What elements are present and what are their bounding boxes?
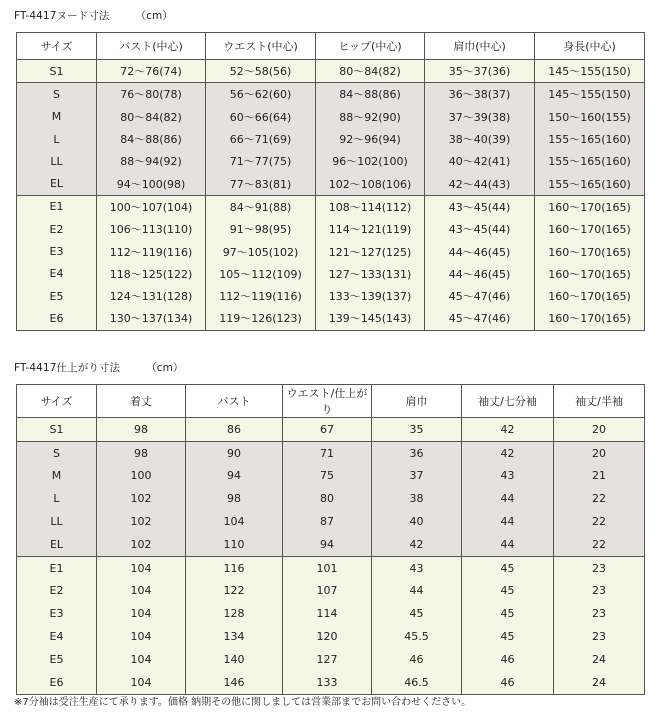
table-cell: 104 xyxy=(186,510,283,533)
table-cell: 66～71(69) xyxy=(206,128,316,150)
table-cell: 94 xyxy=(283,533,372,556)
table-cell: 44 xyxy=(462,510,554,533)
table-cell: 155～165(160) xyxy=(535,150,645,172)
table-cell: 100～107(104) xyxy=(97,195,206,218)
size-cell: E3 xyxy=(17,602,97,625)
table-row xyxy=(17,240,645,262)
table-cell: 98 xyxy=(186,487,283,510)
size-cell: S1 xyxy=(17,60,97,83)
nude-size-table xyxy=(16,32,645,331)
header-bust: バスト xyxy=(186,385,283,418)
table-row xyxy=(17,172,645,195)
table-cell: 114 xyxy=(283,602,372,625)
table-cell: 150～160(155) xyxy=(535,106,645,128)
table-cell: 105～112(109) xyxy=(206,263,316,285)
header-sleeve-short: 袖丈/半袖 xyxy=(554,385,645,418)
table-cell: 42 xyxy=(462,418,554,442)
table-cell: 75 xyxy=(283,465,372,488)
table-cell: 44～46(45) xyxy=(425,240,535,262)
table-cell: 155～165(160) xyxy=(535,128,645,150)
table-cell: 42 xyxy=(372,533,462,556)
footnote: ※7分袖は受注生産にて承ります。価格 納期その他に関しましては営業部までお問い合わせください。 xyxy=(14,697,472,708)
size-cell: E2 xyxy=(17,218,97,240)
table-cell: 155～165(160) xyxy=(535,172,645,195)
table-row xyxy=(17,648,645,671)
size-cell: S xyxy=(17,83,97,106)
size-cell: EL xyxy=(17,533,97,556)
table-cell: 45 xyxy=(462,556,554,579)
table-cell: 42 xyxy=(462,441,554,464)
table-cell: 21 xyxy=(554,465,645,488)
header-sleeve-three-quarter: 袖丈/七分袖 xyxy=(462,385,554,418)
table1-title-text: FT-4417ヌード寸法 xyxy=(14,10,110,22)
table-cell: 139～145(143) xyxy=(316,307,425,330)
table-cell: 128 xyxy=(186,602,283,625)
table-cell: 40 xyxy=(372,510,462,533)
table-cell: 104 xyxy=(97,602,186,625)
size-cell: E6 xyxy=(17,307,97,330)
size-cell: M xyxy=(17,106,97,128)
table-cell: 134 xyxy=(186,625,283,648)
table-cell: 22 xyxy=(554,533,645,556)
table-cell: 45 xyxy=(462,625,554,648)
header-shoulder: 肩巾 xyxy=(372,385,462,418)
table-cell: 102 xyxy=(97,533,186,556)
table-cell: 46.5 xyxy=(372,671,462,694)
table-cell: 160～170(165) xyxy=(535,307,645,330)
size-cell: E1 xyxy=(17,195,97,218)
table-cell: 91～98(95) xyxy=(206,218,316,240)
table-row xyxy=(17,671,645,694)
header-bust: バスト(中心) xyxy=(97,33,206,60)
size-cell: S1 xyxy=(17,418,97,442)
table-cell: 112～119(116) xyxy=(97,240,206,262)
table-cell: 104 xyxy=(97,671,186,694)
size-cell: E4 xyxy=(17,263,97,285)
header-hip: ヒップ(中心) xyxy=(316,33,425,60)
table-cell: 104 xyxy=(97,625,186,648)
table-cell: 45 xyxy=(372,602,462,625)
table-cell: 45～47(46) xyxy=(425,285,535,307)
table-cell: 102 xyxy=(97,510,186,533)
table-cell: 43～45(44) xyxy=(425,218,535,240)
table-cell: 20 xyxy=(554,418,645,442)
table-cell: 133 xyxy=(283,671,372,694)
table-row xyxy=(17,150,645,172)
table-cell: 23 xyxy=(554,602,645,625)
table-row xyxy=(17,533,645,556)
table-cell: 102～108(106) xyxy=(316,172,425,195)
table-cell: 35 xyxy=(372,418,462,442)
table-cell: 43 xyxy=(462,465,554,488)
header-size: サイズ xyxy=(17,33,97,60)
table-row xyxy=(17,556,645,579)
table-cell: 100 xyxy=(97,465,186,488)
table-cell: 24 xyxy=(554,648,645,671)
table-cell: 46 xyxy=(462,671,554,694)
table-cell: 87 xyxy=(283,510,372,533)
table-cell: 67 xyxy=(283,418,372,442)
header-shoulder: 肩巾(中心) xyxy=(425,33,535,60)
table-cell: 77～83(81) xyxy=(206,172,316,195)
header-height: 身長(中心) xyxy=(535,33,645,60)
table-cell: 118～125(122) xyxy=(97,263,206,285)
size-cell: E5 xyxy=(17,285,97,307)
size-cell: E3 xyxy=(17,240,97,262)
header-waist-finished: ウエスト/仕上がり xyxy=(283,385,372,418)
table1-header-row xyxy=(17,33,645,60)
table-cell: 80 xyxy=(283,487,372,510)
table-cell: 122 xyxy=(186,580,283,603)
table-cell: 38 xyxy=(372,487,462,510)
table2-title xyxy=(14,360,184,375)
table-cell: 22 xyxy=(554,487,645,510)
table-cell: 114～121(119) xyxy=(316,218,425,240)
table-cell: 127 xyxy=(283,648,372,671)
table-cell: 23 xyxy=(554,625,645,648)
table-cell: 160～170(165) xyxy=(535,240,645,262)
table-cell: 37 xyxy=(372,465,462,488)
table-cell: 133～139(137) xyxy=(316,285,425,307)
table-row xyxy=(17,441,645,464)
table-row xyxy=(17,263,645,285)
table-cell: 45.5 xyxy=(372,625,462,648)
table2-body xyxy=(17,418,645,695)
table-cell: 43～45(44) xyxy=(425,195,535,218)
size-cell: LL xyxy=(17,510,97,533)
table-cell: 160～170(165) xyxy=(535,218,645,240)
table-cell: 60～66(64) xyxy=(206,106,316,128)
header-length: 着丈 xyxy=(97,385,186,418)
table-cell: 56～62(60) xyxy=(206,83,316,106)
size-cell: E1 xyxy=(17,556,97,579)
table-cell: 88～94(92) xyxy=(97,150,206,172)
table-cell: 119～126(123) xyxy=(206,307,316,330)
table-cell: 44 xyxy=(462,533,554,556)
table-cell: 71～77(75) xyxy=(206,150,316,172)
table-cell: 44 xyxy=(372,580,462,603)
table-row xyxy=(17,510,645,533)
table-cell: 84～91(88) xyxy=(206,195,316,218)
header-waist: ウエスト(中心) xyxy=(206,33,316,60)
table-row xyxy=(17,418,645,442)
table-cell: 127～133(131) xyxy=(316,263,425,285)
table-cell: 42～44(43) xyxy=(425,172,535,195)
table-cell: 45～47(46) xyxy=(425,307,535,330)
table-cell: 84～88(86) xyxy=(316,83,425,106)
finished-size-table xyxy=(16,384,645,695)
table-cell: 72～76(74) xyxy=(97,60,206,83)
table-cell: 20 xyxy=(554,441,645,464)
table-cell: 90 xyxy=(186,441,283,464)
table-cell: 130～137(134) xyxy=(97,307,206,330)
table-cell: 76～80(78) xyxy=(97,83,206,106)
table-cell: 35～37(36) xyxy=(425,60,535,83)
table-cell: 38～40(39) xyxy=(425,128,535,150)
table-cell: 37～39(38) xyxy=(425,106,535,128)
table-row xyxy=(17,195,645,218)
table-cell: 97～105(102) xyxy=(206,240,316,262)
table-cell: 94 xyxy=(186,465,283,488)
table-row xyxy=(17,580,645,603)
table2-unit: （cm） xyxy=(146,362,184,374)
table-cell: 46 xyxy=(372,648,462,671)
table-cell: 106～113(110) xyxy=(97,218,206,240)
table-cell: 80～84(82) xyxy=(316,60,425,83)
table-cell: 36～38(37) xyxy=(425,83,535,106)
table-cell: 107 xyxy=(283,580,372,603)
table-row xyxy=(17,602,645,625)
table-cell: 46 xyxy=(462,648,554,671)
table-cell: 160～170(165) xyxy=(535,195,645,218)
size-cell: EL xyxy=(17,172,97,195)
size-cell: S xyxy=(17,441,97,464)
size-cell: E5 xyxy=(17,648,97,671)
table-cell: 86 xyxy=(186,418,283,442)
size-cell: E4 xyxy=(17,625,97,648)
table-cell: 92～96(94) xyxy=(316,128,425,150)
table-cell: 145～155(150) xyxy=(535,60,645,83)
size-cell: E6 xyxy=(17,671,97,694)
table-cell: 45 xyxy=(462,602,554,625)
table-cell: 160～170(165) xyxy=(535,285,645,307)
table-cell: 23 xyxy=(554,580,645,603)
size-cell: L xyxy=(17,487,97,510)
size-cell: M xyxy=(17,465,97,488)
table-cell: 44 xyxy=(462,487,554,510)
table-cell: 84～88(86) xyxy=(97,128,206,150)
table-row xyxy=(17,625,645,648)
table-row xyxy=(17,487,645,510)
table-cell: 88～92(90) xyxy=(316,106,425,128)
table-cell: 102 xyxy=(97,487,186,510)
table-cell: 71 xyxy=(283,441,372,464)
table-row xyxy=(17,128,645,150)
table-cell: 44～46(45) xyxy=(425,263,535,285)
header-size: サイズ xyxy=(17,385,97,418)
table-row xyxy=(17,218,645,240)
table-row xyxy=(17,307,645,330)
table-cell: 104 xyxy=(97,556,186,579)
table-cell: 121～127(125) xyxy=(316,240,425,262)
table-cell: 140 xyxy=(186,648,283,671)
table-cell: 96～102(100) xyxy=(316,150,425,172)
table-cell: 40～42(41) xyxy=(425,150,535,172)
table-cell: 110 xyxy=(186,533,283,556)
table-cell: 36 xyxy=(372,441,462,464)
table-row xyxy=(17,285,645,307)
table-cell: 24 xyxy=(554,671,645,694)
table-cell: 104 xyxy=(97,648,186,671)
table-cell: 101 xyxy=(283,556,372,579)
table-cell: 98 xyxy=(97,418,186,442)
table-cell: 124～131(128) xyxy=(97,285,206,307)
table1-title xyxy=(14,8,173,23)
table-cell: 108～114(112) xyxy=(316,195,425,218)
size-cell: E2 xyxy=(17,580,97,603)
table-cell: 116 xyxy=(186,556,283,579)
table-row xyxy=(17,83,645,106)
table-cell: 52～58(56) xyxy=(206,60,316,83)
table-cell: 104 xyxy=(97,580,186,603)
table-row xyxy=(17,106,645,128)
table-cell: 45 xyxy=(462,580,554,603)
table1-unit: （cm） xyxy=(135,10,173,22)
table-cell: 22 xyxy=(554,510,645,533)
table-cell: 145～155(150) xyxy=(535,83,645,106)
table-cell: 98 xyxy=(97,441,186,464)
table-row xyxy=(17,465,645,488)
table-cell: 94～100(98) xyxy=(97,172,206,195)
table2-header-row xyxy=(17,385,645,418)
table2-title-text: FT-4417仕上がり寸法 xyxy=(14,362,121,374)
table-row xyxy=(17,60,645,83)
size-cell: L xyxy=(17,128,97,150)
table-cell: 146 xyxy=(186,671,283,694)
table1-body xyxy=(17,60,645,331)
table-cell: 43 xyxy=(372,556,462,579)
size-cell: LL xyxy=(17,150,97,172)
table-cell: 112～119(116) xyxy=(206,285,316,307)
table-cell: 160～170(165) xyxy=(535,263,645,285)
table-cell: 80～84(82) xyxy=(97,106,206,128)
table-cell: 23 xyxy=(554,556,645,579)
table-cell: 120 xyxy=(283,625,372,648)
